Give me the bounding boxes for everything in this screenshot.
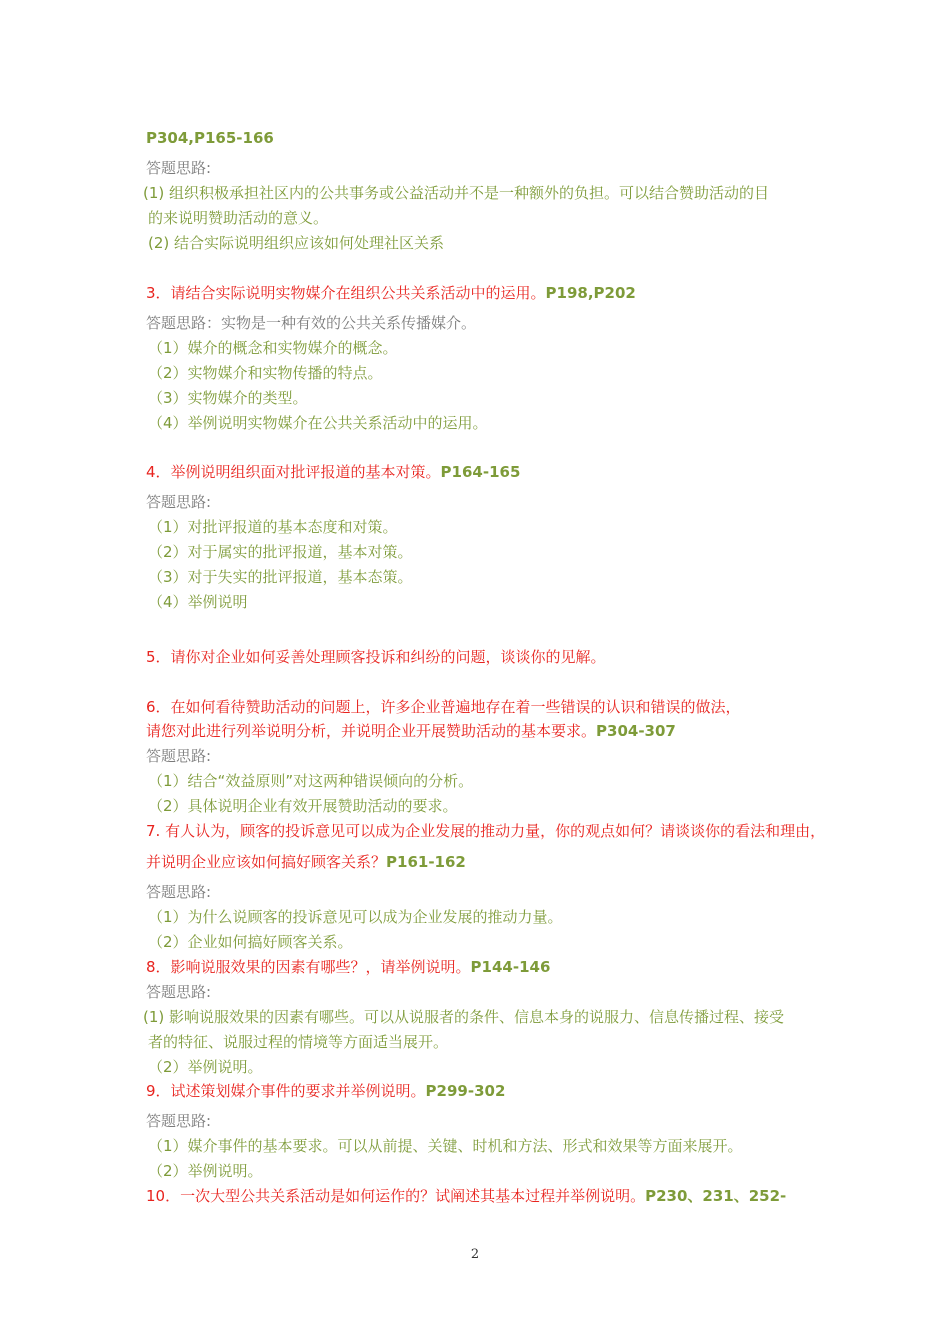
- page-number: 2: [470, 1247, 480, 1262]
- text-line-q3: [146, 283, 636, 303]
- text-segment: （4）举例说明实物媒介在公共关系活动中的运用。: [148, 414, 488, 432]
- text-line-a9-2: [148, 1161, 263, 1181]
- text-segment: (1) 影响说服效果的因素有哪些。可以从说服者的条件、信息本身的说服力、信息传播过程、接受: [143, 1008, 785, 1026]
- text-line-sl-3: [146, 313, 476, 333]
- page-reference: P304-307: [596, 722, 676, 740]
- text-segment: 4．举例说明组织面对批评报道的基本对策。: [146, 463, 441, 481]
- text-line-q6-1: [146, 697, 741, 717]
- text-line-sl-6: [146, 746, 211, 766]
- text-segment: （1）为什么说顾客的投诉意见可以成为企业发展的推动力量。: [148, 908, 563, 926]
- text-segment: 10．一次大型公共关系活动是如何运作的？试阐述其基本过程并举例说明。: [146, 1187, 646, 1205]
- text-line-q5: [146, 647, 606, 667]
- text-line-sl-4: [146, 492, 211, 512]
- text-segment: (1) 组织积极承担社区内的公共事务或公益活动并不是一种额外的负担。可以结合赞助活动的目: [143, 184, 770, 202]
- text-line-q4: [146, 462, 520, 482]
- text-line-q7-2: [146, 852, 466, 872]
- text-line-sl-7: [146, 882, 211, 902]
- text-line-a7-1: [148, 907, 563, 927]
- text-line-a8-2: [148, 1032, 448, 1052]
- text-line-a3-4: [148, 413, 488, 433]
- text-line-q7-1: [146, 821, 825, 841]
- text-line-a4-2: [148, 542, 413, 562]
- text-line-sl-8: [146, 982, 211, 1002]
- text-line-q8: [146, 957, 550, 977]
- text-segment: （3）对于失实的批评报道，基本态策。: [148, 568, 413, 586]
- text-line-a8-1: [143, 1007, 784, 1027]
- text-segment: 6．在如何看待赞助活动的问题上，许多企业普遍地存在着一些错误的认识和错误的做法，: [146, 698, 741, 716]
- page-reference: P164-165: [440, 463, 521, 481]
- text-line-sl-9: [146, 1111, 211, 1131]
- page-reference: P144-146: [470, 958, 551, 976]
- text-segment: 8．影响说服效果的因素有哪些？，请举例说明。: [146, 958, 471, 976]
- text-line-a4-3: [148, 567, 413, 587]
- text-segment: 答题思路:: [146, 983, 212, 1001]
- text-segment: （1）结合“效益原则”对这两种错误倾向的分析。: [148, 772, 474, 790]
- text-line-a3-3: [148, 388, 308, 408]
- text-line-a3-2: [148, 363, 383, 383]
- text-line-a7-2: [148, 932, 353, 952]
- text-segment: 9．试述策划媒介事件的要求并举例说明。: [146, 1082, 426, 1100]
- text-line-q10: [146, 1186, 786, 1206]
- text-segment: （2）企业如何搞好顾客关系。: [148, 933, 353, 951]
- text-line-a9-1: [148, 1136, 743, 1156]
- text-segment: （2）举例说明。: [148, 1058, 263, 1076]
- text-line-a4-4: [148, 592, 248, 612]
- text-segment: （2）实物媒介和实物传播的特点。: [148, 364, 383, 382]
- text-segment: 答题思路:: [146, 159, 212, 177]
- text-segment: （1）媒介的概念和实物媒介的概念。: [148, 339, 398, 357]
- text-segment: 答题思路：实物是一种有效的公共关系传播媒介。: [146, 314, 477, 332]
- text-segment: 答题思路:: [146, 883, 212, 901]
- text-segment: 并说明企业应该如何搞好顾客关系？: [146, 853, 387, 871]
- text-line-a6-2: [148, 796, 458, 816]
- page-reference: P304,P165-166: [146, 129, 274, 147]
- text-segment: （1）媒介事件的基本要求。可以从前提、关键、时机和方法、形式和效果等方面来展开。: [148, 1137, 743, 1155]
- page-reference: P230、231、252-: [645, 1187, 787, 1205]
- text-segment: （2）举例说明。: [148, 1162, 263, 1180]
- text-line-a6-1: [148, 771, 473, 791]
- text-segment: 答题思路:: [146, 493, 212, 511]
- text-line-sl-1: [146, 158, 211, 178]
- text-line-a1-1: [143, 183, 769, 203]
- text-line-a1-2: [148, 208, 328, 228]
- text-line-ref-p304: [146, 128, 274, 148]
- text-segment: （1）对批评报道的基本态度和对策。: [148, 518, 398, 536]
- text-segment: 答题思路:: [146, 1112, 212, 1130]
- text-segment: （4）举例说明: [148, 593, 248, 611]
- text-line-q6-2: [146, 721, 676, 741]
- text-segment: （3）实物媒介的类型。: [148, 389, 308, 407]
- page-reference: P161-162: [386, 853, 466, 871]
- page-reference: P299-302: [425, 1082, 506, 1100]
- text-segment: 3．请结合实际说明实物媒介在组织公共关系活动中的运用。: [146, 284, 546, 302]
- text-line-a8-3: [148, 1057, 263, 1077]
- page-reference: P198,P202: [545, 284, 636, 302]
- text-segment: 者的特征、说服过程的情境等方面适当展开。: [148, 1033, 449, 1051]
- text-line-a3-1: [148, 338, 398, 358]
- text-segment: (2) 结合实际说明组织应该如何处理社区关系: [148, 234, 445, 252]
- text-segment: 请您对此进行列举说明分析，并说明企业开展赞助活动的基本要求。: [146, 722, 597, 740]
- text-segment: 7. 有人认为，顾客的投诉意见可以成为企业发展的推动力量，你的观点如何？请谈谈你的看法和理由，: [146, 822, 826, 840]
- text-line-a1-3: [148, 233, 444, 253]
- text-segment: （2）对于属实的批评报道，基本对策。: [148, 543, 413, 561]
- text-segment: （2）具体说明企业有效开展赞助活动的要求。: [148, 797, 458, 815]
- text-segment: 5．请你对企业如何妥善处理顾客投诉和纠纷的问题，谈谈你的见解。: [146, 648, 606, 666]
- text-segment: 的来说明赞助活动的意义。: [148, 209, 329, 227]
- text-line-q9: [146, 1081, 505, 1101]
- text-line-a4-1: [148, 517, 398, 537]
- text-segment: 答题思路:: [146, 747, 212, 765]
